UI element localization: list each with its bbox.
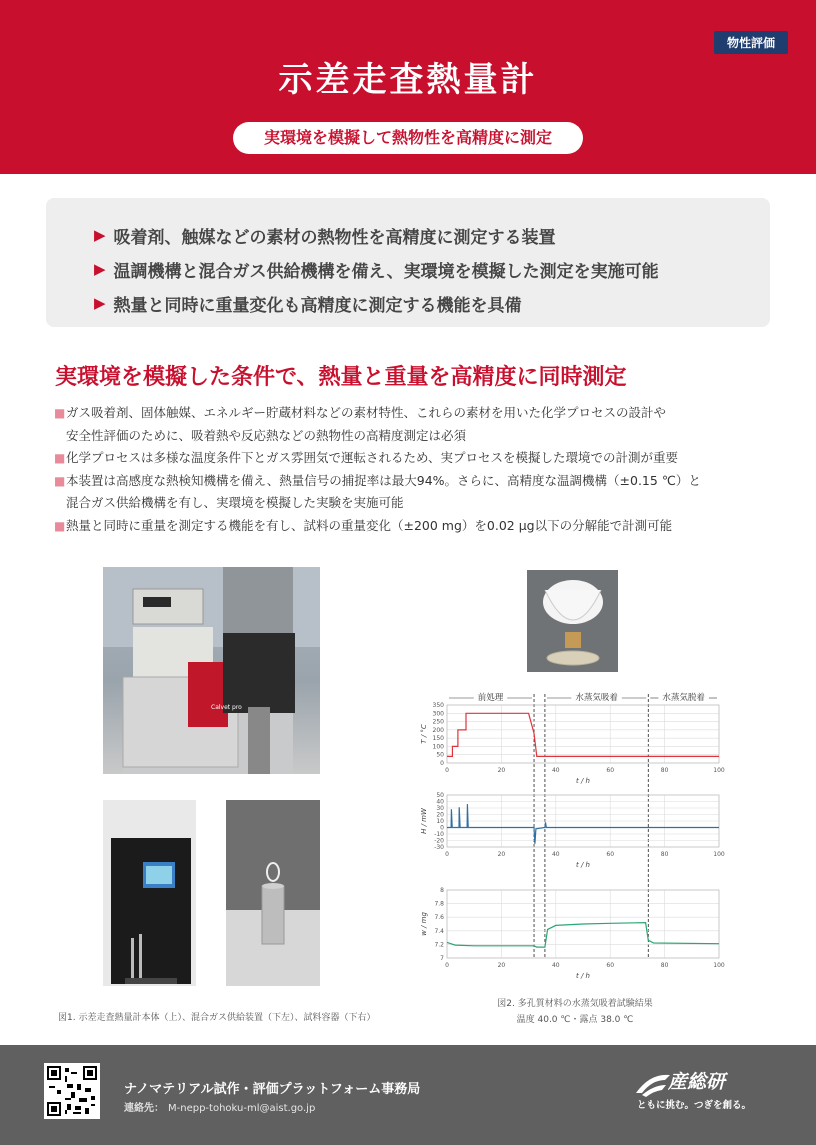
phase-label: 水蒸気吸着 [575,693,618,703]
y-tick-label: 7.2 [434,941,444,949]
y-tick-label: 0 [440,824,444,832]
qr-code-icon[interactable] [44,1063,100,1119]
x-tick-label: 80 [660,851,669,858]
chart-panel [420,792,725,869]
summary-item-text: 吸着剤、触媒などの素材の熱物性を高精度に測定する装置 [113,227,556,248]
x-tick-label: 100 [713,851,725,858]
y-tick-label: 50 [436,792,444,799]
square-bullet-icon: ■ [54,451,66,465]
x-tick-label: 0 [445,851,449,858]
series-line [447,804,719,844]
footer-organization: ナノマテリアル試作・評価プラットフォーム事務局 [124,1082,421,1097]
vapor-adsorption-chart [420,690,740,995]
sample-container-photo [226,800,320,986]
y-tick-label: -20 [434,837,444,845]
y-tick-label: 10 [436,818,444,825]
summary-box [46,198,770,327]
phase-label: 前処理 [477,693,504,703]
y-tick-label: 250 [432,718,444,726]
x-axis-label: t / h [576,972,590,980]
y-tick-label: 7.6 [434,914,444,922]
gas-supply-photo [103,800,196,986]
x-tick-label: 100 [713,767,725,774]
porous-sample-photo [527,570,618,672]
y-tick-label: 7.4 [434,927,444,935]
y-tick-label: 30 [436,805,444,812]
logo-tagline: ともに挑む。つぎを創る。 [637,1100,752,1111]
y-tick-label: 200 [432,726,444,734]
triangle-bullet-icon: ▶ [94,226,106,244]
y-tick-label: -30 [434,844,444,851]
triangle-bullet-icon: ▶ [94,294,106,312]
x-tick-label: 20 [497,962,506,969]
bullet-item [54,402,754,447]
bullet-item [54,447,754,470]
summary-item-text: 熱量と同時に重量変化も高精度に測定する機能を具備 [113,295,522,316]
bullet-line: 混合ガス供給機構を有し、実環境を模擬した実験を実施可能 [66,495,404,510]
x-tick-label: 80 [660,962,669,969]
x-tick-label: 40 [551,767,560,774]
y-tick-label: 100 [432,743,444,751]
footer-contact [124,1099,315,1114]
y-tick-label: 350 [432,702,444,709]
x-tick-label: 20 [497,851,506,858]
y-tick-label: 7 [440,955,444,962]
x-tick-label: 40 [551,851,560,858]
square-bullet-icon: ■ [54,518,66,533]
summary-item [94,218,770,252]
y-axis-label: T / °C [420,724,428,744]
contact-email-link[interactable]: M-nepp-tohoku-ml@aist.go.jp [168,1103,316,1114]
summary-item-text: 温調機構と混合ガス供給機構を備え、実環境を模擬した測定を実施可能 [113,261,659,282]
y-tick-label: 300 [432,710,444,718]
figure1-caption: 図1. 示差走査熱量計本体（上）、混合ガス供給装置（下左）、試料容器（下右） [58,1013,376,1023]
series-line [447,713,719,756]
y-tick-label: 0 [440,760,444,767]
y-tick-label: -10 [434,831,444,838]
y-tick-label: 150 [432,735,444,743]
subtitle-pill: 実環境を模擬して熱物性を高精度に測定 [233,122,583,154]
x-tick-label: 20 [497,767,506,774]
bullet-item [54,515,754,538]
y-tick-label: 20 [436,811,444,819]
bullet-line: ガス吸着剤、固体触媒、エネルギー貯蔵材料などの素材特性、これらの素材を用いた化学プロセスの設計や [66,405,667,420]
logo-wordmark: 産総研 [668,1071,726,1093]
category-badge: 物性評価 [714,31,788,54]
bullet-item [54,470,754,515]
bullet-line: 安全性評価のために、吸着熱や反応熱などの熱物性の高精度測定は必須 [66,427,467,443]
summary-item [94,252,770,286]
square-bullet-icon: ■ [54,406,66,420]
bullet-line: 化学プロセスは多様な温度条件下とガス雰囲気で運転されるため、実プロセスを模擬した環境での計測が重要 [66,450,679,465]
y-axis-label: w / mg [420,912,428,936]
phase-label: 水蒸気脱着 [662,693,705,703]
figure2-caption-title: 図2. 多孔質材料の水蒸気吸着試験結果 [497,999,653,1009]
y-tick-label: 50 [436,751,444,759]
series-line [447,923,719,948]
bullet-list [54,402,754,537]
x-tick-label: 80 [660,767,669,774]
x-tick-label: 100 [713,962,725,969]
x-tick-label: 60 [606,851,615,858]
page-title: 示差走査熱量計 [278,60,538,100]
x-tick-label: 60 [606,767,615,774]
x-tick-label: 60 [606,962,615,969]
contact-label: 連絡先： [124,1103,164,1114]
square-bullet-icon: ■ [54,473,66,488]
bullet-line: 本装置は高感度な熱検知機構を備え、熱量信号の捕捉率は最大94%。さらに、高精度な温調機構（±0.15 ℃）と [66,472,701,488]
x-axis-label: t / h [576,777,590,785]
y-axis-label: H / mW [420,808,428,834]
figure2-caption [470,996,680,1028]
figure2-caption-conditions: 温度 40.0 ℃・露点 38.0 ℃ [516,1015,634,1025]
calorimeter-photo [103,567,320,774]
x-tick-label: 0 [445,962,449,969]
chart-panel [420,702,725,785]
y-tick-label: 8 [440,887,444,894]
bullet-line: 熱量と同時に重量を測定する機能を有し、試料の重量変化（±200 mg）を0.02 μg以下の分解能で計測可能 [66,517,673,533]
instrument-label: Calvet pro [211,704,242,711]
x-tick-label: 40 [551,962,560,969]
section-heading: 実環境を模擬した条件で、熱量と重量を高精度に同時測定 [55,365,627,390]
x-axis-label: t / h [576,861,590,869]
y-tick-label: 7.8 [434,900,444,908]
y-tick-label: 40 [436,798,444,806]
x-tick-label: 0 [445,767,449,774]
triangle-bullet-icon: ▶ [94,260,106,278]
chart-panel [420,887,725,980]
summary-item [94,286,770,320]
